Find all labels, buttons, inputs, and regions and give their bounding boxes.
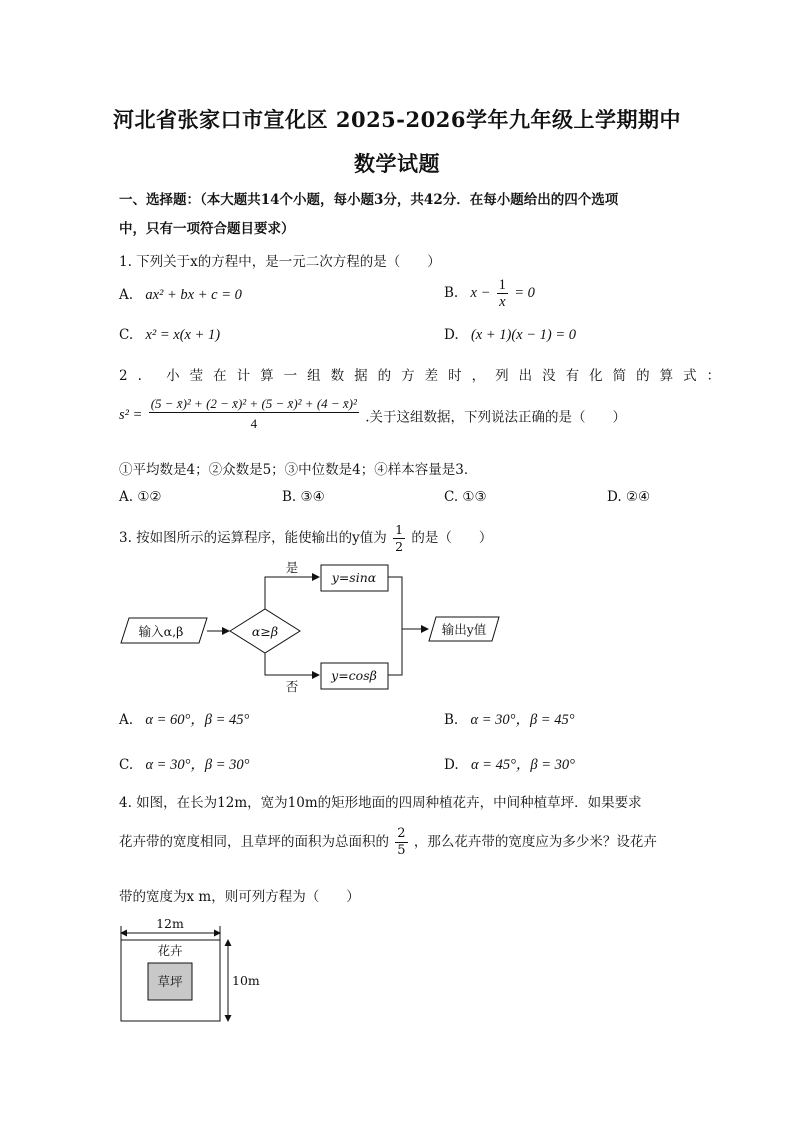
flow-output-label: 输出y值 bbox=[441, 622, 487, 637]
q2-formula-num: (5 − x̄)² + (2 − x̄)² + (5 − x̄)² + (4 − x̄)² bbox=[150, 396, 357, 411]
q1-option-a-label: A. bbox=[119, 287, 134, 303]
q3-option-c-label: C. bbox=[119, 757, 134, 773]
q1-option-d-label: D. bbox=[444, 327, 459, 343]
fig-inner-label: 草坪 bbox=[157, 974, 183, 989]
fig-height-label: 10m bbox=[232, 973, 260, 988]
q3-stem-post: 的是（ ） bbox=[411, 530, 493, 546]
q2-option-c: C. ①③ bbox=[444, 489, 487, 505]
q1-option-d-math: (x + 1)(x − 1) = 0 bbox=[470, 327, 576, 343]
q3-option-b-label: B. bbox=[444, 712, 459, 728]
q2-option-b: B. ③④ bbox=[282, 489, 325, 505]
q1-option-c-math: x² = x(x + 1) bbox=[145, 327, 221, 343]
q4-line2-den: 5 bbox=[397, 843, 406, 858]
q2-formula-tail: .关于这组数据，下列说法正确的是（ ） bbox=[365, 409, 627, 426]
q3-option-a-math: α = 60°，β = 45° bbox=[145, 712, 250, 728]
section-heading-line1: 一、选择题：（本大题共14个小题，每小题3分，共42分．在每小题给出的四个选项 bbox=[119, 192, 619, 208]
q3-option-c-math: α = 30°，β = 30° bbox=[145, 757, 250, 773]
q1-option-c-label: C. bbox=[119, 327, 134, 343]
q3-option-a-label: A. bbox=[119, 712, 134, 728]
q3-stem-den: 2 bbox=[395, 539, 404, 554]
q3-stem-pre: 3. 按如图所示的运算程序，能使输出的y值为 bbox=[119, 530, 387, 546]
q2-stem: 2. 小莹在计算一组数据的方差时，列出没有化简的算式： bbox=[119, 368, 731, 384]
q1-option-b-num: 1 bbox=[498, 277, 506, 293]
flow-no-label: 否 bbox=[285, 679, 299, 694]
fig-width-label: 12m bbox=[156, 916, 184, 931]
flow-bottom-box-label: y=cosβ bbox=[331, 668, 377, 683]
q4-line1: 4. 如图，在长为12m，宽为10m的矩形地面的四周种植花卉，中间种植草坪．如果要求 bbox=[119, 795, 642, 811]
q3-option-d-math: α = 45°，β = 30° bbox=[470, 757, 575, 773]
q1-stem: 1. 下列关于x的方程中，是一元二次方程的是（ ） bbox=[119, 254, 441, 270]
q1-option-b-label: B. bbox=[444, 285, 459, 301]
q2-statements: ①平均数是4；②众数是5；③中位数是4；④样本容量是3． bbox=[119, 462, 478, 478]
q3-stem-num: 1 bbox=[395, 522, 404, 537]
q1-option-b-pre: x − bbox=[470, 285, 491, 301]
q1-option-b-den: x bbox=[499, 294, 506, 310]
flow-input-label: 输入α,β bbox=[138, 624, 184, 639]
q4-line2-post: ，那么花卉带的宽度应为多少米？设花卉 bbox=[413, 834, 657, 850]
exam-subtitle: 数学试题 bbox=[354, 151, 440, 176]
section-heading-line2: 中，只有一项符合题目要求） bbox=[119, 221, 295, 237]
q2-formula-lhs: s² = bbox=[119, 407, 143, 423]
fig-outer-label: 花卉 bbox=[157, 943, 183, 958]
q1-option-b-post: = 0 bbox=[514, 285, 535, 301]
q1-option-a-math: ax² + bx + c = 0 bbox=[145, 287, 242, 303]
q3-option-d-label: D. bbox=[444, 757, 459, 773]
q4-line3: 带的宽度为x m，则可列方程为（ ） bbox=[119, 889, 360, 905]
q2-option-d: D. ②④ bbox=[607, 489, 651, 505]
q2-option-a: A. ①② bbox=[119, 489, 162, 505]
exam-title: 河北省张家口市宣化区 2025-2026学年九年级上学期期中 bbox=[113, 107, 681, 132]
q4-line2-pre: 花卉带的宽度相同，且草坪的面积为总面积的 bbox=[119, 834, 389, 850]
flow-condition-label: α≥β bbox=[251, 624, 279, 639]
q4-line2-num: 2 bbox=[397, 826, 406, 841]
flow-top-box-label: y=sinα bbox=[331, 570, 377, 585]
q3-option-b-math: α = 30°，β = 45° bbox=[470, 712, 575, 728]
flow-yes-label: 是 bbox=[285, 560, 299, 575]
q2-formula-den: 4 bbox=[250, 416, 258, 431]
